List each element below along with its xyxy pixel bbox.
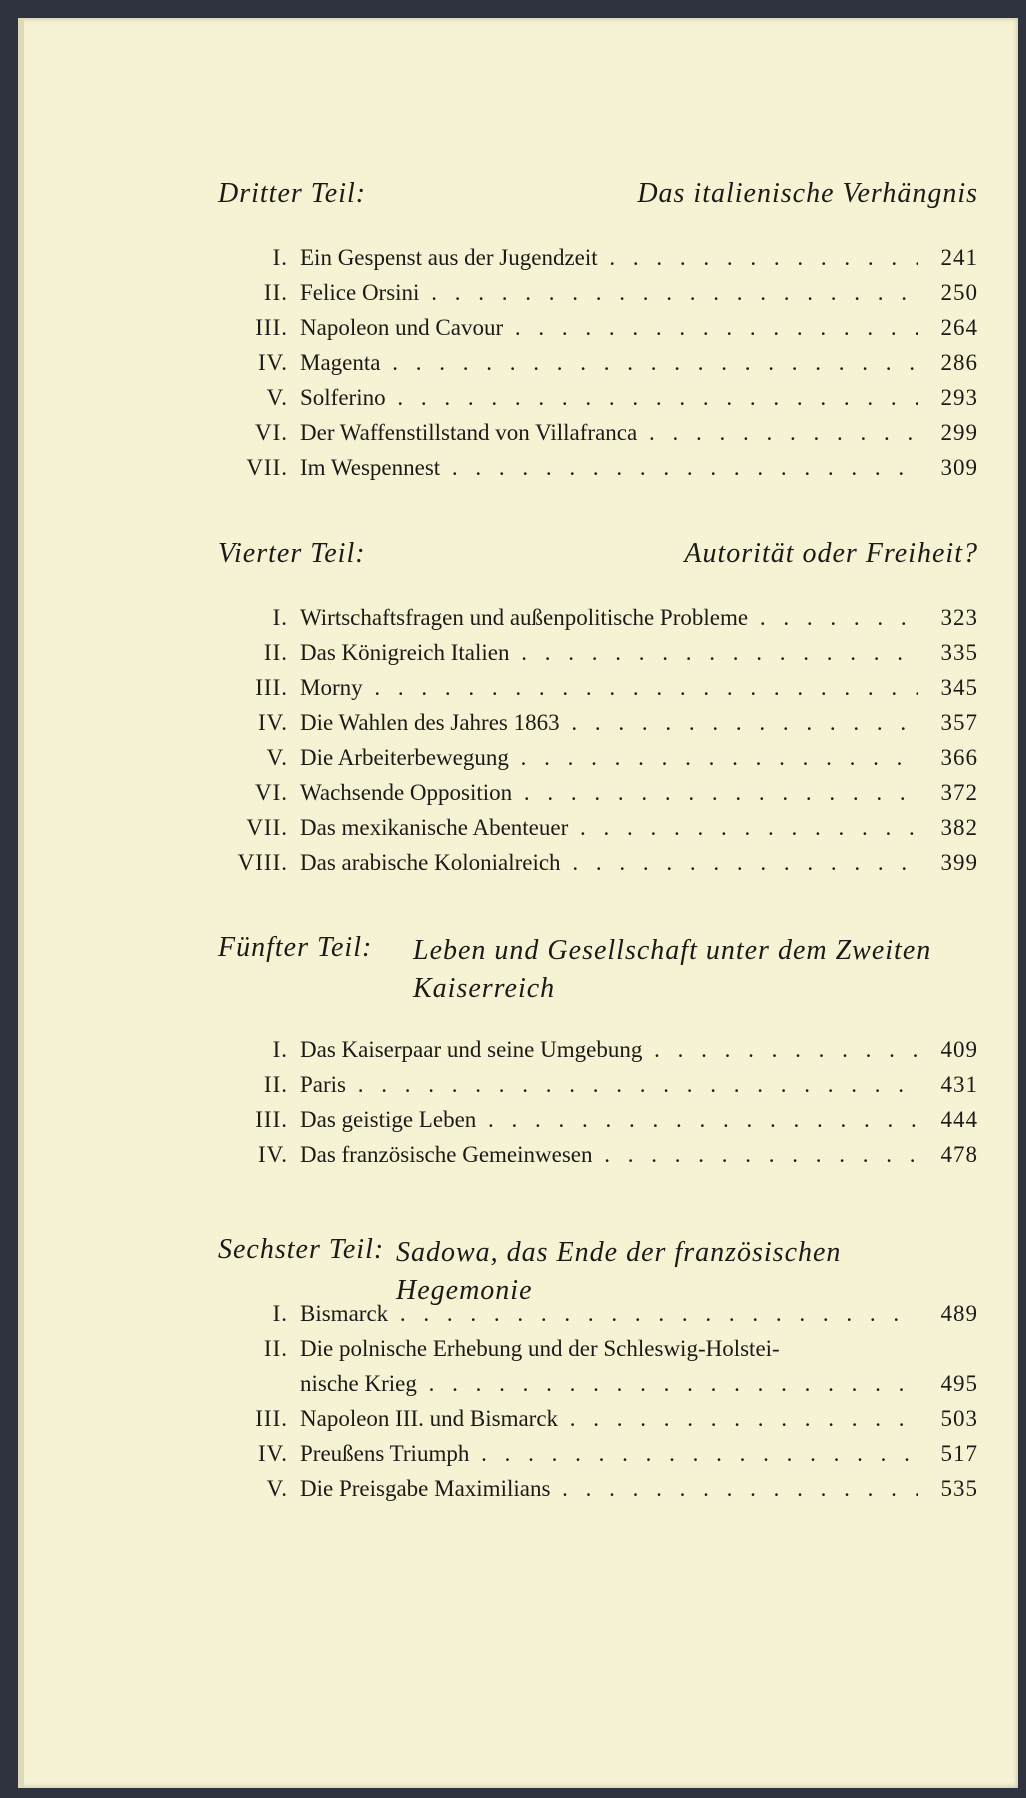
chapter-title: Im Wespennest . . . (300, 450, 918, 485)
page-number: 382 (940, 815, 978, 840)
chapter-number: I. (272, 1301, 288, 1326)
page-number: 286 (940, 350, 978, 375)
page-number: 293 (940, 385, 978, 410)
page-number: 299 (940, 420, 978, 445)
chapter-entry (218, 415, 978, 450)
page-number: 335 (940, 640, 978, 665)
chapter-entry (218, 845, 978, 880)
chapter-number: V. (266, 1476, 288, 1501)
chapter-entry (218, 775, 978, 810)
section-title: Sadowa, das Ende der französischen Hegemonie (396, 1237, 842, 1306)
chapter-number: II. (263, 280, 288, 305)
page-number: 503 (940, 1406, 978, 1431)
page-edge (18, 18, 24, 1788)
page-number: 489 (940, 1301, 978, 1326)
chapter-number: I. (272, 1037, 288, 1062)
chapter-title: Morny . . . (300, 670, 918, 705)
chapter-number: V. (266, 745, 288, 770)
chapter-title: Napoleon III. und Bismarck . . . (300, 1401, 918, 1436)
chapter-entry (218, 1331, 978, 1366)
chapter-entry (218, 670, 978, 705)
chapter-entry (218, 810, 978, 845)
section-label: Dritter Teil: (218, 178, 367, 209)
chapter-entry (218, 635, 978, 670)
section-vierter-teil (218, 538, 978, 880)
section-heading (218, 1234, 978, 1306)
chapter-title: Die Arbeiterbewegung . . . (300, 740, 918, 775)
chapter-number: VI. (254, 420, 288, 445)
chapter-number: VII. (246, 455, 288, 480)
section-title: Das italienische Verhängnis (637, 178, 978, 209)
page-number: 357 (940, 710, 978, 735)
chapter-title: Die Wahlen des Jahres 1863 . . . (300, 705, 918, 740)
chapter-title: nische Krieg . . . (300, 1366, 918, 1401)
chapter-title: Das geistige Leben . . . (300, 1102, 918, 1137)
chapter-entry (218, 1436, 978, 1471)
section-label: Fünfter Teil: (218, 932, 373, 963)
chapter-number: II. (263, 640, 288, 665)
chapter-number: I. (272, 245, 288, 270)
chapter-list (218, 1032, 978, 1172)
page-number: 366 (940, 745, 978, 770)
page-number: 495 (940, 1371, 978, 1396)
page-number: 309 (940, 455, 978, 480)
section-heading (218, 178, 978, 218)
page-number: 535 (940, 1476, 978, 1501)
page-number: 323 (940, 605, 978, 630)
chapter-entry (218, 240, 978, 275)
chapter-entry (218, 450, 978, 485)
chapter-number: VIII. (237, 850, 288, 875)
chapter-number: VI. (254, 780, 288, 805)
chapter-title: Das arabische Kolonialreich . . . (300, 845, 918, 880)
page-number: 399 (940, 850, 978, 875)
chapter-entry (218, 740, 978, 775)
chapter-title: Solferino . . . (300, 380, 918, 415)
chapter-title: Bismarck . . . (300, 1296, 918, 1331)
page-number: 409 (940, 1037, 978, 1062)
chapter-list (218, 600, 978, 880)
page-number: 345 (940, 675, 978, 700)
chapter-entry-continuation (218, 1366, 978, 1401)
book-page (18, 18, 1018, 1788)
chapter-title: Das mexikanische Abenteuer . . . (300, 810, 918, 845)
chapter-number: III. (255, 1107, 288, 1132)
chapter-number: III. (255, 1406, 288, 1431)
chapter-title: Wachsende Opposition . . . (300, 775, 918, 810)
section-heading (218, 932, 978, 1010)
chapter-entry (218, 1296, 978, 1331)
chapter-list (218, 240, 978, 485)
chapter-number: IV. (257, 710, 288, 735)
chapter-list (218, 1296, 978, 1506)
page-number: 517 (940, 1441, 978, 1466)
section-sechster-teil (218, 1234, 978, 1506)
chapter-entry (218, 380, 978, 415)
page-number: 444 (940, 1107, 978, 1132)
section-label: Sechster Teil: (218, 1234, 385, 1265)
chapter-title: Felice Orsini . . . (300, 275, 918, 310)
page-number: 250 (940, 280, 978, 305)
page-number: 431 (940, 1072, 978, 1097)
chapter-title: Paris . . . (300, 1067, 918, 1102)
page-number: 264 (940, 315, 978, 340)
chapter-title: Die Preisgabe Maximilians . . . (300, 1471, 918, 1506)
chapter-number: IV. (257, 350, 288, 375)
chapter-entry (218, 1137, 978, 1172)
chapter-title: Das Kaiserpaar und seine Umgebung . . . (300, 1032, 918, 1067)
chapter-entry (218, 1067, 978, 1102)
chapter-number: I. (272, 605, 288, 630)
chapter-title: Ein Gespenst aus der Jugendzeit . . . (300, 240, 918, 275)
chapter-number: II. (263, 1072, 288, 1097)
section-title: Autorität oder Freiheit? (684, 538, 978, 569)
chapter-entry (218, 1032, 978, 1067)
chapter-entry (218, 275, 978, 310)
chapter-entry (218, 600, 978, 635)
chapter-entry (218, 1401, 978, 1436)
chapter-title: Wirtschaftsfragen und außenpolitische Probleme . . . (300, 600, 918, 635)
chapter-title: Magenta . . . (300, 345, 918, 380)
chapter-title: Das Königreich Italien . . . (300, 635, 918, 670)
chapter-title: Der Waffenstillstand von Villafranca . . . (300, 415, 918, 450)
section-heading (218, 538, 978, 578)
chapter-entry (218, 1471, 978, 1506)
chapter-title: Preußens Triumph . . . (300, 1436, 918, 1471)
section-label: Vierter Teil: (218, 538, 366, 569)
section-fuenfter-teil (218, 932, 978, 1172)
section-dritter-teil (218, 178, 978, 485)
chapter-number: V. (266, 385, 288, 410)
section-title: Leben und Gesellschaft unter dem Zweiten Kaiserreich (413, 935, 932, 1004)
chapter-entry (218, 705, 978, 740)
chapter-number: IV. (257, 1441, 288, 1466)
chapter-number: III. (255, 675, 288, 700)
chapter-title: Napoleon und Cavour . . . (300, 310, 918, 345)
chapter-title: Die polnische Erhebung und der Schleswig-Holstei- (300, 1336, 780, 1361)
chapter-entry (218, 1102, 978, 1137)
chapter-entry (218, 310, 978, 345)
chapter-number: IV. (257, 1142, 288, 1167)
page-number: 478 (940, 1142, 978, 1167)
chapter-entry (218, 345, 978, 380)
page-number: 241 (940, 245, 978, 270)
chapter-number: III. (255, 315, 288, 340)
chapter-title: Das französische Gemeinwesen . . . (300, 1137, 918, 1172)
chapter-number: II. (263, 1336, 288, 1361)
chapter-number: VII. (246, 815, 288, 840)
page-number: 372 (940, 780, 978, 805)
